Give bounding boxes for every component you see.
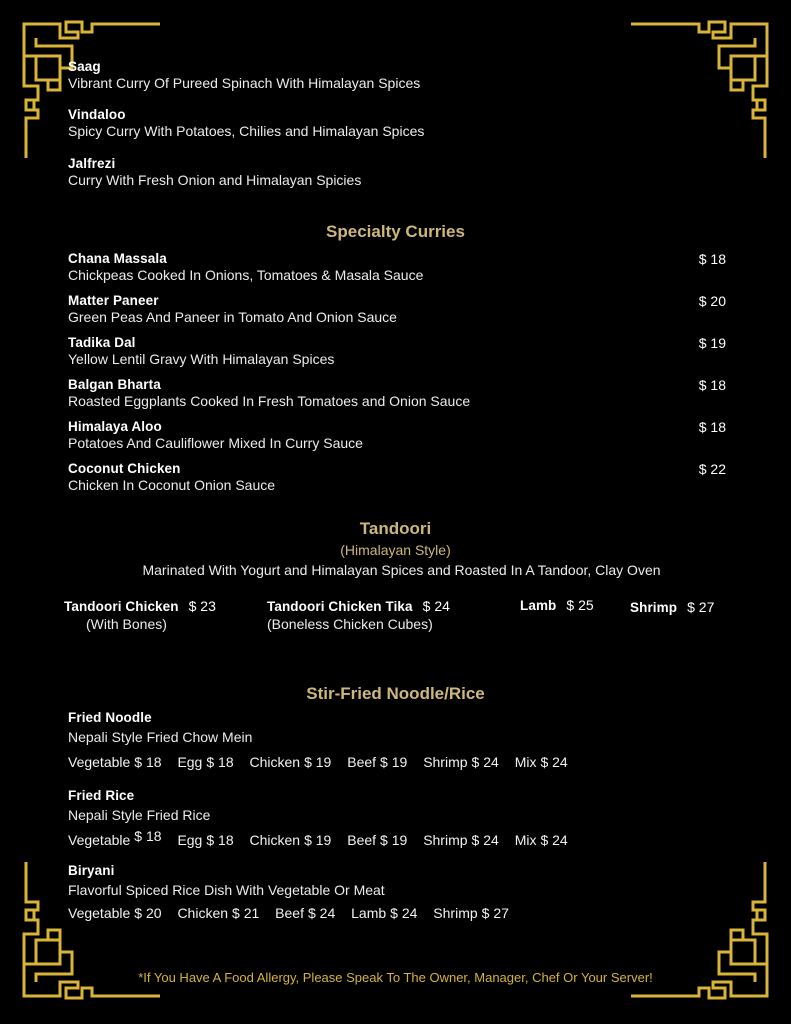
item-note: (With Bones) — [86, 616, 167, 632]
item-description: Chicken In Coconut Onion Sauce — [68, 477, 276, 493]
item-description: Curry With Fresh Onion and Himalayan Spicies — [68, 172, 362, 188]
item-description: Yellow Lentil Gravy With Himalayan Spices — [68, 351, 335, 367]
item-name: Lamb — [520, 598, 557, 613]
option: Chicken $ 19 — [249, 754, 332, 770]
option: Beef $ 24 — [275, 905, 336, 921]
item-price: $ 18 — [698, 377, 726, 393]
corner-ornament-top-right-icon — [631, 18, 771, 183]
section-title-stir-fried: Stir-Fried Noodle/Rice — [306, 684, 485, 703]
item-description: Chickpeas Cooked In Onions, Tomatoes & Masala Sauce — [68, 267, 424, 283]
option: Shrimp $ 27 — [433, 905, 509, 921]
item-options — [68, 905, 521, 921]
section-title-specialty-curries: Specialty Curries — [326, 222, 465, 241]
item-name: Coconut Chicken — [68, 461, 181, 476]
option: Shrimp $ 24 — [423, 832, 499, 848]
specialty-curry-item — [68, 377, 728, 409]
specialty-curry-item — [68, 461, 728, 493]
option: Vegetable $ 18 — [68, 754, 162, 770]
option: Chicken $ 21 — [177, 905, 260, 921]
specialty-curry-item — [68, 335, 728, 367]
item-name: Matter Paneer — [68, 293, 159, 308]
item-price: $ 18 — [698, 251, 726, 267]
option: Vegetable $ 20 — [68, 905, 162, 921]
stir-fried-item — [68, 709, 580, 770]
item-price: $ 22 — [698, 461, 726, 477]
option: Mix $ 24 — [514, 754, 568, 770]
item-name: Saag — [68, 59, 101, 74]
item-description: Potatoes And Cauliflower Mixed In Curry Sauce — [68, 435, 363, 451]
curry-style-item — [68, 58, 420, 92]
stir-fried-item — [68, 862, 521, 921]
section-title-tandoori: Tandoori — [359, 519, 432, 538]
item-price: $ 27 — [687, 599, 715, 615]
specialty-curry-item — [68, 419, 728, 451]
item-name: Fried Rice — [68, 788, 135, 803]
item-description: Green Peas And Paneer in Tomato And Onion Sauce — [68, 309, 397, 325]
tandoori-item — [267, 598, 450, 632]
tandoori-item — [64, 598, 216, 632]
item-price: $ 24 — [422, 598, 450, 614]
item-price: $ 18 — [698, 419, 726, 435]
item-name: Vindaloo — [68, 107, 126, 122]
item-name: Himalaya Aloo — [68, 419, 162, 434]
item-note: (Boneless Chicken Cubes) — [267, 616, 433, 632]
item-description: Spicy Curry With Potatoes, Chilies and Himalayan Spices — [68, 123, 425, 139]
item-name: Fried Noodle — [68, 710, 152, 725]
tandoori-item — [520, 597, 594, 615]
item-name: Jalfrezi — [68, 156, 116, 171]
option: Egg $ 18 — [177, 832, 234, 848]
specialty-curry-item — [68, 293, 728, 325]
item-options — [68, 754, 580, 770]
item-description: Nepali Style Fried Chow Mein — [68, 729, 253, 745]
item-price: $ 25 — [566, 597, 594, 613]
item-description: Flavorful Spiced Rice Dish With Vegetable Or Meat — [68, 882, 385, 898]
item-description: Roasted Eggplants Cooked In Fresh Tomatoes and Onion Sauce — [68, 393, 471, 409]
specialty-curry-item — [68, 251, 728, 283]
tandoori-item — [630, 599, 714, 617]
item-price: $ 20 — [698, 293, 726, 309]
option: Chicken $ 19 — [249, 832, 332, 848]
tandoori-subtitle: (Himalayan Style) — [340, 542, 451, 558]
option: Vegetable $ 18 — [68, 828, 162, 848]
item-description: Nepali Style Fried Rice — [68, 807, 211, 823]
option: Egg $ 18 — [177, 754, 234, 770]
item-name: Tandoori Chicken Tika — [267, 599, 413, 614]
curry-style-item — [68, 106, 424, 140]
option: Mix $ 24 — [514, 832, 568, 848]
allergy-footnote: *If You Have A Food Allergy, Please Speak To The Owner, Manager, Chef Or Your Server! — [138, 970, 653, 985]
item-name: Chana Massala — [68, 251, 167, 266]
option: Lamb $ 24 — [351, 905, 418, 921]
option: Shrimp $ 24 — [423, 754, 499, 770]
stir-fried-item — [68, 787, 580, 848]
item-name: Balgan Bharta — [68, 377, 161, 392]
option: Beef $ 19 — [347, 832, 408, 848]
item-price: $ 23 — [188, 598, 216, 614]
item-name: Biryani — [68, 863, 115, 878]
tandoori-description: Marinated With Yogurt and Himalayan Spices and Roasted In A Tandoor, Clay Oven — [142, 562, 661, 578]
item-name: Tandoori Chicken — [64, 599, 179, 614]
item-description: Vibrant Curry Of Pureed Spinach With Himalayan Spices — [68, 75, 421, 91]
item-price: $ 19 — [698, 335, 726, 351]
item-name: Shrimp — [630, 600, 678, 615]
curry-style-item — [68, 155, 361, 189]
item-options — [68, 828, 580, 848]
item-name: Tadika Dal — [68, 335, 136, 350]
option: Beef $ 19 — [347, 754, 408, 770]
